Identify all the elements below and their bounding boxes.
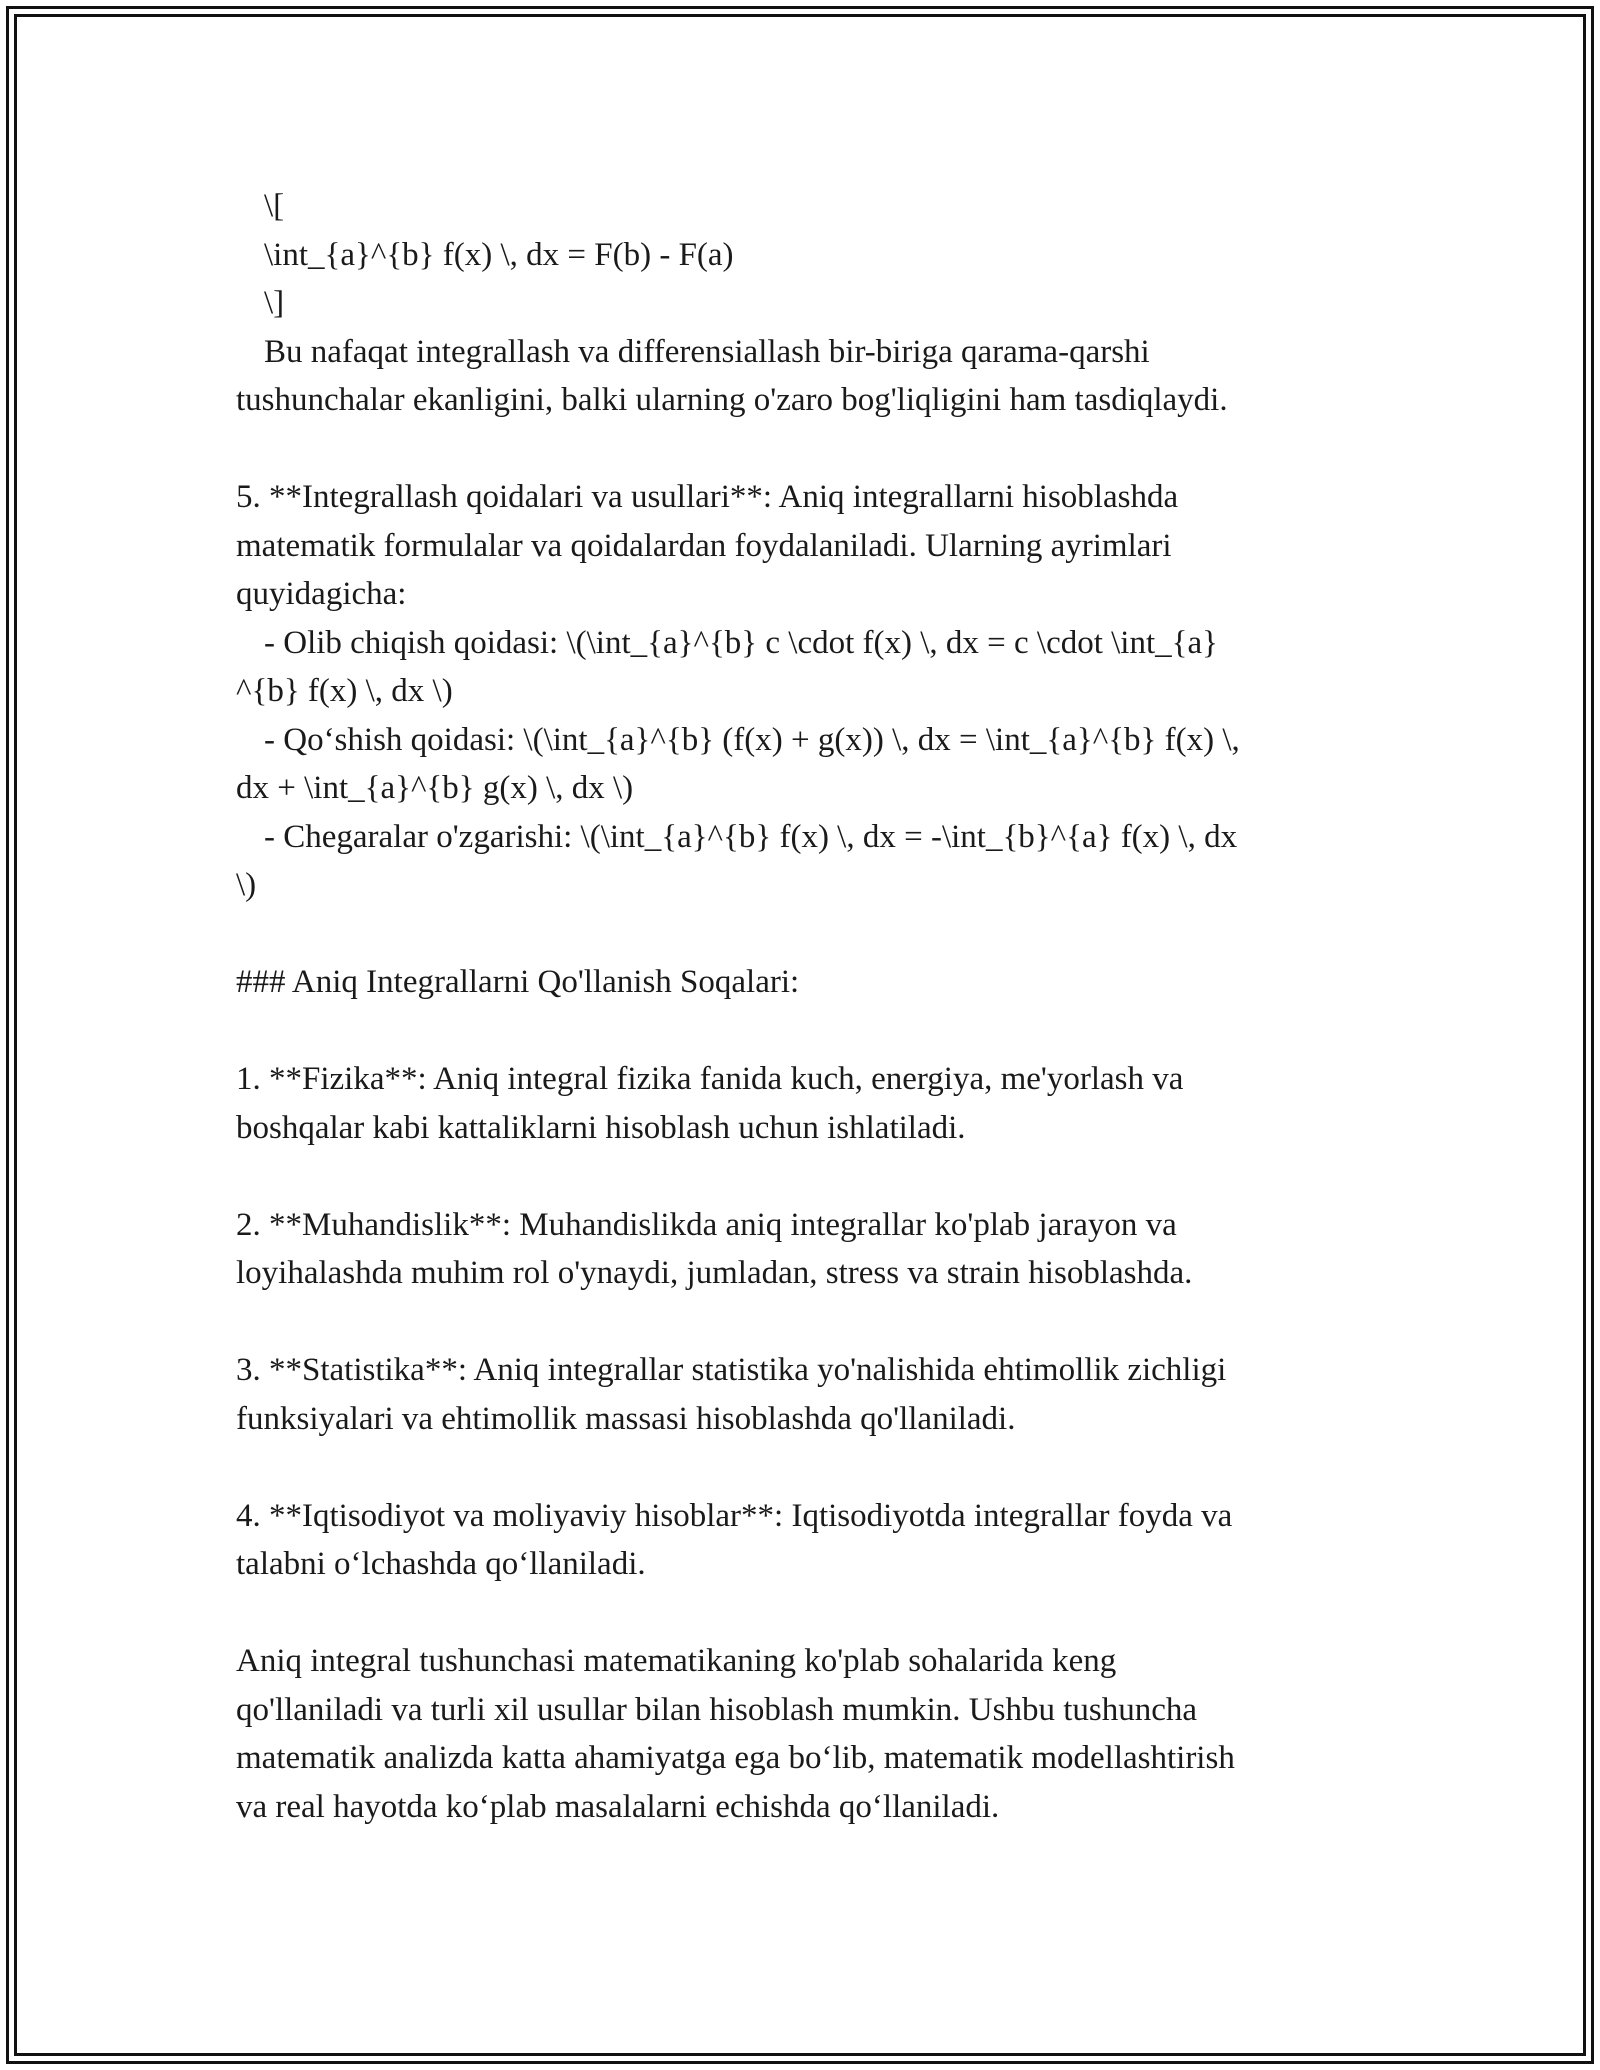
- conclusion-line: va real hayotda ko‘plab masalalarni echishda qo‘llaniladi.: [236, 1788, 1000, 1825]
- application-engineering: [236, 1201, 1368, 1298]
- conclusion-line: qo'llaniladi va turli xil usullar bilan hisoblash mumkin. Ushbu tushuncha: [236, 1691, 1198, 1728]
- spacer: [236, 1007, 1368, 1056]
- spacer: [236, 1298, 1368, 1347]
- rule-line: ^{b} f(x) \, dx \): [236, 673, 453, 709]
- rule-limits-swap: [236, 813, 1368, 910]
- conclusion-line: matematik analizda katta ahamiyatga ega bo‘lib, matematik modellashtirish: [236, 1740, 1235, 1776]
- application-physics: [236, 1055, 1368, 1152]
- item-text-line: 5. **Integrallash qoidalari va usullari**: Aniq integrallarni hisoblashda: [236, 479, 1179, 515]
- application-line: funksiyalari va ehtimollik massasi hisoblashda qo'llaniladi.: [236, 1400, 1016, 1437]
- section-heading: ### Aniq Integrallarni Qo'llanish Soqalari:: [236, 964, 800, 1000]
- spacer: [236, 910, 1368, 959]
- application-line: talabni o‘lchashda qo‘llaniladi.: [236, 1546, 646, 1582]
- rule-sum: [236, 716, 1368, 813]
- application-economics: [236, 1492, 1368, 1589]
- application-line: boshqalar kabi kattaliklarni hisoblash uchun ishlatiladi.: [236, 1109, 966, 1146]
- item-text-line: quyidagicha:: [236, 576, 407, 612]
- rule-line: dx + \int_{a}^{b} g(x) \, dx \): [236, 770, 634, 806]
- application-line: 3. **Statistika**: Aniq integrallar statistika yo'nalishida ehtimollik zichligi: [236, 1352, 1227, 1388]
- rule-line: - Chegaralar o'zgarishi: \(\int_{a}^{b} f(x) \, dx = -\int_{b}^{a} f(x) \, dx: [264, 818, 1238, 855]
- item-text-line: matematik formulalar va qoidalardan foydalaniladi. Ularning ayrimlari: [236, 527, 1172, 564]
- application-line: 2. **Muhandislik**: Muhandislikda aniq integrallar ko'plab jarayon va: [236, 1206, 1177, 1243]
- intro-note-line: Bu nafaqat integrallash va differensiallash bir-biriga qarama-qarshi: [264, 333, 1150, 370]
- formula-open: \[: [264, 188, 285, 224]
- rule-constant-factor: [236, 619, 1368, 716]
- conclusion-line: Aniq integral tushunchasi matematikaning ko'plab sohalarida keng: [236, 1643, 1117, 1679]
- conclusion-paragraph: [236, 1637, 1368, 1831]
- spacer: [236, 1152, 1368, 1201]
- spacer: [236, 425, 1368, 474]
- application-line: 4. **Iqtisodiyot va moliyaviy hisoblar**: Iqtisodiyotda integrallar foyda va: [236, 1497, 1233, 1534]
- intro-note-line: tushunchalar ekanligini, balki ularning o'zaro bog'liqligini ham tasdiqlaydi.: [236, 382, 1228, 418]
- application-statistics: [236, 1346, 1368, 1443]
- rule-line: - Qo‘shish qoidasi: \(\int_{a}^{b} (f(x) + g(x)) \, dx = \int_{a}^{b} f(x) \,: [264, 721, 1240, 758]
- spacer: [236, 1443, 1368, 1492]
- application-line: loyihalashda muhim rol o'ynaydi, jumladan, stress va strain hisoblashda.: [236, 1255, 1193, 1291]
- rule-line: \): [236, 867, 257, 903]
- spacer: [236, 1589, 1368, 1638]
- formula-block: [236, 182, 1368, 328]
- formula-expression: \int_{a}^{b} f(x) \, dx = F(b) - F(a): [264, 236, 734, 273]
- intro-note: [236, 328, 1368, 425]
- document-page: [236, 182, 1368, 1831]
- application-line: 1. **Fizika**: Aniq integral fizika fanida kuch, energiya, me'yorlash va: [236, 1061, 1184, 1097]
- integration-rules-item: [236, 473, 1368, 910]
- rule-line: - Olib chiqish qoidasi: \(\int_{a}^{b} c \cdot f(x) \, dx = c \cdot \int_{a}: [264, 624, 1218, 661]
- formula-close: \]: [264, 285, 285, 321]
